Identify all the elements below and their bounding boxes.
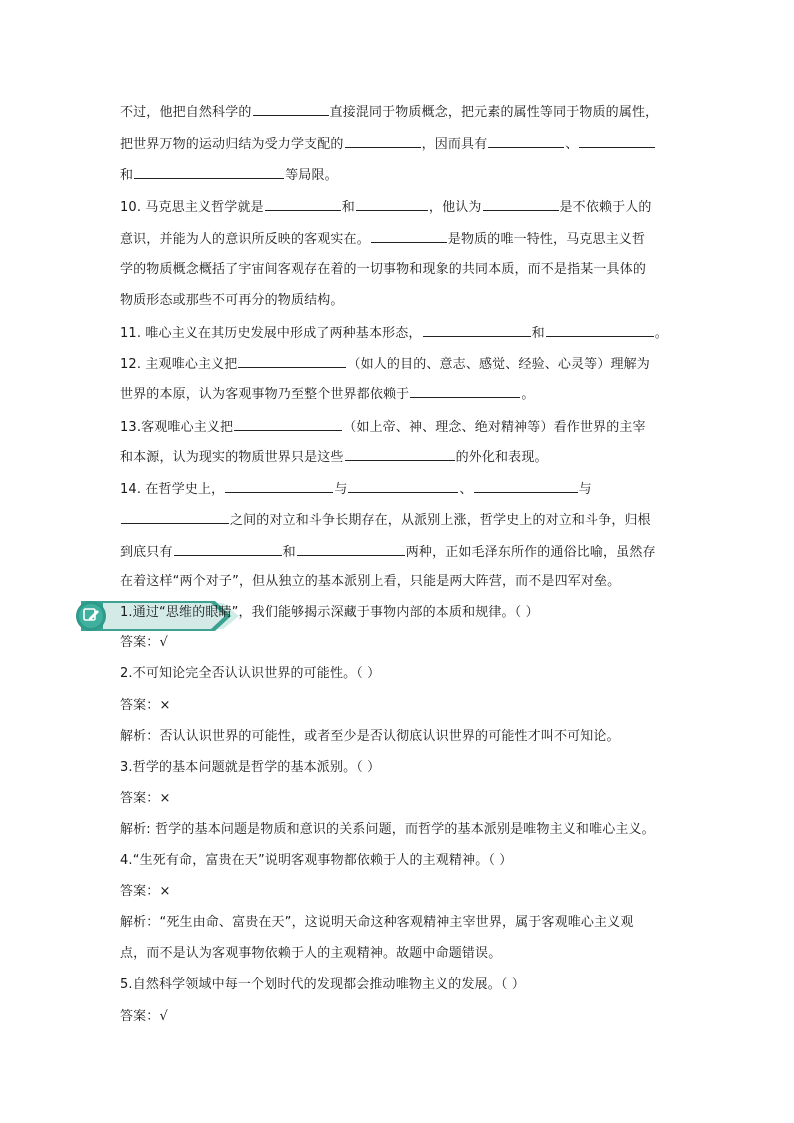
explanation-3: 解析: 哲学的基本问题是物质和意识的关系问题，而哲学的基本派别是唯物主义和唯心主义。 — [120, 822, 655, 837]
blank[interactable] — [356, 198, 428, 211]
text: 。 — [521, 387, 535, 402]
text: 是不依赖于人的 — [559, 200, 652, 215]
judge-question-4: 4.“生死有命，富贵在天”说明客观事物都依赖于人的主观精神。（ ） — [120, 853, 513, 868]
question-14-line-1 — [120, 480, 592, 499]
explanation-4-line-2: 点，而不是认为客观事物依赖于人的主观精神。故题中命题错误。 — [120, 946, 502, 961]
text: （如人的目的、意志、感觉、经验、心灵等）理解为 — [347, 357, 650, 372]
blank[interactable] — [121, 511, 229, 524]
text: 世界的本原，认为客观事物乃至整个世界都依赖于 — [120, 387, 410, 402]
pencil-icon — [81, 606, 101, 626]
question-14-line-3 — [120, 543, 656, 562]
text: 等局限。 — [285, 168, 338, 183]
answer-1: 答案：√ — [120, 635, 168, 650]
text: 意识，并能为人的意识所反映的客观实在。 — [120, 232, 370, 247]
answer-2: 答案：× — [120, 698, 171, 713]
question-10-line-1 — [120, 198, 652, 217]
question-10-line-2 — [120, 230, 645, 249]
text: 和本源，认为现实的物质世界只是这些 — [120, 450, 344, 465]
question-11 — [120, 324, 668, 343]
text: 两种，正如毛泽东所作的通俗比喻，虽然存 — [405, 545, 656, 560]
answer-4: 答案：× — [120, 884, 171, 899]
question-14-line-4: 在着这样“两个对子”，但从独立的基本派别上看，只能是两大阵营，而不是四军对垒。 — [120, 574, 621, 589]
judge-question-3: 3.哲学的基本问题就是哲学的基本派别。（ ） — [120, 760, 381, 775]
text: ，因而具有 — [421, 137, 488, 152]
text: 11. 唯心主义在其历史发展中形成了两种基本形态， — [120, 326, 422, 341]
blank[interactable] — [348, 480, 458, 493]
blank[interactable] — [225, 480, 333, 493]
text: 的外化和表现。 — [455, 450, 548, 465]
blank[interactable] — [423, 324, 531, 337]
text: 不过，他把自然科学的 — [120, 105, 252, 120]
text: 之间的对立和斗争长期存在，从派别上涨，哲学史上的对立和斗争，归根 — [230, 513, 651, 528]
blank[interactable] — [488, 135, 564, 148]
blank[interactable] — [483, 198, 559, 211]
blank[interactable] — [265, 198, 341, 211]
text: 把世界万物的运动归结为受力学支配的 — [120, 137, 344, 152]
judge-question-2: 2.不可知论完全否认认识世界的可能性。（ ） — [120, 666, 381, 681]
paragraph-9-line-2 — [120, 135, 656, 154]
blank[interactable] — [174, 543, 282, 556]
blank[interactable] — [134, 166, 284, 179]
blank[interactable] — [234, 418, 342, 431]
text: （如上帝、神、理念、绝对精神等）看作世界的主宰 — [343, 420, 646, 435]
explanation-4-line-1: 解析：“死生由命、富贵在天”，这说明天命这种客观精神主宰世界，属于客观唯心主义观 — [120, 915, 634, 930]
question-12-line-2 — [120, 385, 534, 404]
text: 、 — [459, 482, 473, 497]
blank[interactable] — [345, 135, 421, 148]
text: 14. 在哲学史上， — [120, 482, 225, 497]
blank[interactable] — [297, 543, 405, 556]
question-13-line-2 — [120, 448, 548, 467]
text: 13.客观唯心主义把 — [120, 420, 234, 435]
blank[interactable] — [238, 355, 346, 368]
paragraph-9-line-3 — [120, 166, 338, 185]
text: 和 — [120, 168, 134, 183]
blank[interactable] — [546, 324, 654, 337]
text: 与 — [334, 482, 348, 497]
text: 和 — [531, 326, 545, 341]
blank[interactable] — [579, 135, 655, 148]
explanation-2: 解析：否认认识世界的可能性，或者至少是否认彻底认识世界的可能性才叫不可知论。 — [120, 729, 620, 744]
answer-5: 答案：√ — [120, 1009, 168, 1024]
blank[interactable] — [345, 448, 455, 461]
blank[interactable] — [371, 230, 447, 243]
paragraph-9-line-1 — [120, 103, 658, 122]
text: 12. 主观唯心主义把 — [120, 357, 238, 372]
text: ，他认为 — [428, 200, 482, 215]
blank[interactable] — [474, 480, 578, 493]
text: 直接混同于物质概念，把元素的属性等同于物质的属性， — [329, 105, 659, 120]
question-13-line-1 — [120, 418, 646, 437]
question-10-line-4: 物质形态或那些不可再分的物质结构。 — [120, 293, 344, 308]
blank[interactable] — [253, 103, 329, 116]
text: 是物质的唯一特性，马克思主义哲 — [447, 232, 646, 247]
question-10-line-3: 学的物质概念概括了宇宙间客观存在着的一切事物和现象的共同本质，而不是指某一具体的 — [120, 262, 647, 277]
text: 与 — [578, 482, 592, 497]
blank[interactable] — [410, 385, 520, 398]
text: 到底只有 — [120, 545, 173, 560]
judge-question-1: 1.通过“思维的眼睛”，我们能够揭示深藏于事物内部的本质和规律。（ ） — [120, 605, 539, 620]
question-14-line-2 — [120, 511, 651, 530]
text: 和 — [282, 545, 296, 560]
answer-3: 答案：× — [120, 791, 171, 806]
text: 、 — [565, 137, 579, 152]
text: 。 — [654, 326, 668, 341]
judge-question-5: 5.自然科学领域中每一个划时代的发现都会推动唯物主义的发展。（ ） — [120, 977, 525, 992]
text: 和 — [341, 200, 355, 215]
text: 10. 马克思主义哲学就是 — [120, 200, 264, 215]
question-12-line-1 — [120, 355, 650, 374]
